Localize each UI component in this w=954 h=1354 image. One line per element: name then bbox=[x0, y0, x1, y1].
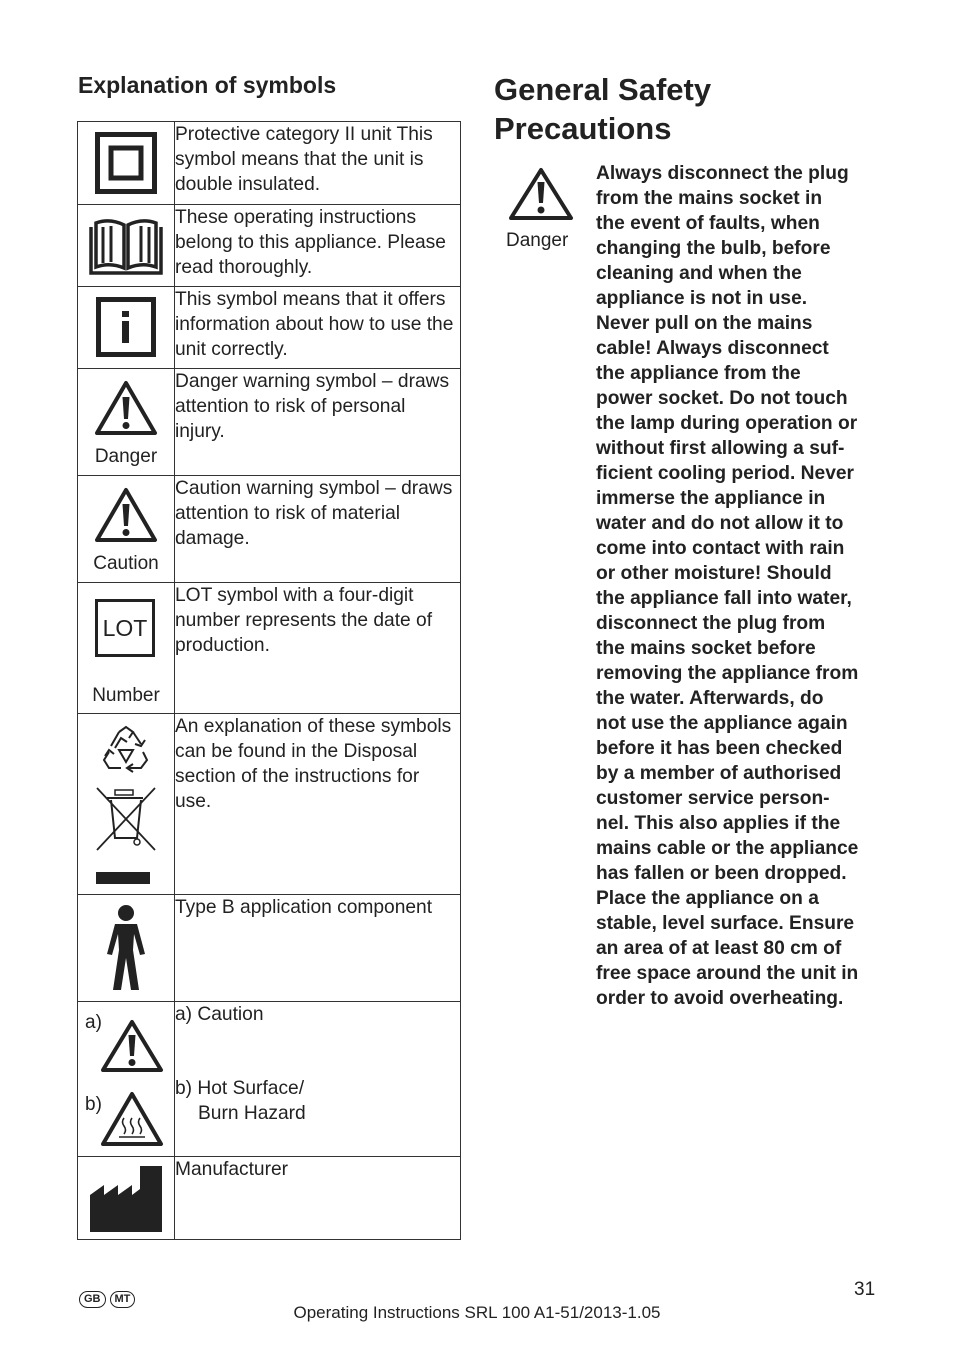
safety-danger-symbol bbox=[505, 166, 577, 227]
safety-line: or other moisture! Should bbox=[596, 563, 832, 584]
safety-line: the mains socket before bbox=[596, 638, 816, 659]
caution-label: Caution bbox=[93, 553, 159, 574]
country-badge-mt: MT bbox=[110, 1291, 136, 1308]
manufacturer-icon bbox=[89, 1165, 163, 1233]
table-row bbox=[78, 205, 461, 287]
safety-line: from the mains socket in bbox=[596, 188, 823, 209]
symbols-heading: Explanation of symbols bbox=[78, 72, 337, 98]
safety-danger-label: Danger bbox=[506, 230, 569, 251]
symbol-description: An explanation of these symbols can be found in the Disposal section of the instructions for use. bbox=[175, 714, 461, 895]
safety-text bbox=[596, 161, 886, 1011]
table-row bbox=[78, 369, 461, 476]
safety-line: water and do not allow it to bbox=[596, 513, 844, 534]
table-row bbox=[78, 583, 461, 714]
icon-cell bbox=[78, 1157, 175, 1240]
safety-line: disconnect the plug from bbox=[596, 613, 826, 634]
number-label: Number bbox=[92, 685, 160, 706]
table-row bbox=[78, 895, 461, 1002]
icon-cell bbox=[78, 714, 175, 895]
table-row bbox=[78, 1002, 461, 1157]
lot-icon bbox=[95, 599, 155, 657]
caution-warning-icon bbox=[93, 486, 159, 544]
table-row bbox=[78, 476, 461, 583]
safety-line: not use the appliance again bbox=[596, 713, 848, 734]
symbol-description: Protective category II unit This symbol means that the unit is double insulated. bbox=[175, 122, 461, 205]
table-row bbox=[78, 1157, 461, 1240]
safety-line: order to avoid overheating. bbox=[596, 988, 844, 1009]
safety-line: changing the bulb, before bbox=[596, 238, 831, 259]
icon-cell bbox=[78, 895, 175, 1002]
safety-line: cable! Always disconnect bbox=[596, 338, 829, 359]
safety-line: the event of faults, when bbox=[596, 213, 820, 234]
icon-cell bbox=[78, 205, 175, 287]
lot-icon-text: LOT bbox=[102, 614, 148, 641]
safety-line: removing the appliance from bbox=[596, 663, 859, 684]
danger-label: Danger bbox=[94, 446, 158, 467]
hot-surface-icon bbox=[99, 1090, 165, 1148]
safety-line: customer service person- bbox=[596, 788, 830, 809]
safety-line: power socket. Do not touch bbox=[596, 388, 848, 409]
safety-line: the lamp during operation or bbox=[596, 413, 858, 434]
table-row bbox=[78, 714, 461, 895]
safety-line: free space around the unit in bbox=[596, 963, 859, 984]
safety-line: come into contact with rain bbox=[596, 538, 845, 559]
symbols-table bbox=[77, 121, 461, 1240]
country-badge-gb: GB bbox=[79, 1291, 106, 1308]
crossed-bin-icon bbox=[93, 784, 159, 854]
instructions-book-icon bbox=[88, 217, 164, 277]
symbol-description: This symbol means that it offers information about how to use the unit correctly. bbox=[175, 287, 461, 369]
label-b: b) bbox=[85, 1094, 102, 1115]
safety-line: ficient cooling period. Never bbox=[596, 463, 855, 484]
table-row bbox=[78, 287, 461, 369]
hot-surface-text: b) Hot Surface/ bbox=[175, 1078, 305, 1099]
safety-line: immerse the appliance in bbox=[596, 488, 826, 509]
danger-warning-icon bbox=[507, 166, 575, 222]
symbol-description: Caution warning symbol – draws attention to risk of material damage. bbox=[175, 476, 461, 583]
caution-text: a) Caution bbox=[175, 1004, 264, 1025]
icon-cell bbox=[78, 369, 175, 476]
symbol-description: Danger warning symbol – draws attention to risk of personal injury. bbox=[175, 369, 461, 476]
safety-line: has fallen or been dropped. bbox=[596, 863, 847, 884]
icon-cell bbox=[78, 1002, 175, 1157]
icon-cell bbox=[78, 583, 175, 714]
safety-line: before it has been checked bbox=[596, 738, 843, 759]
safety-line: cleaning and when the bbox=[596, 263, 802, 284]
table-row bbox=[78, 122, 461, 205]
symbol-description: LOT symbol with a four-digit number represents the date of production. bbox=[175, 583, 461, 714]
safety-line: Always disconnect the plug bbox=[596, 163, 849, 184]
danger-warning-icon bbox=[93, 379, 159, 437]
type-b-applied-part-icon bbox=[101, 904, 151, 992]
safety-line: the appliance from the bbox=[596, 363, 801, 384]
safety-line: the water. Afterwards, do bbox=[596, 688, 824, 709]
safety-line: an area of at least 80 cm of bbox=[596, 938, 842, 959]
icon-cell bbox=[78, 287, 175, 369]
protection-class-ii-icon bbox=[95, 132, 157, 194]
safety-line: without first allowing a suf- bbox=[596, 438, 845, 459]
safety-heading-line2: Precautions bbox=[494, 111, 672, 146]
symbol-description: Manufacturer bbox=[175, 1157, 461, 1240]
solid-bar-icon bbox=[96, 872, 150, 884]
safety-heading bbox=[494, 70, 894, 148]
label-a: a) bbox=[85, 1012, 102, 1033]
symbol-description bbox=[175, 1002, 461, 1157]
recycling-icon bbox=[99, 724, 153, 774]
page-number: 31 bbox=[854, 1279, 876, 1300]
safety-line: by a member of authorised bbox=[596, 763, 842, 784]
footer-text: Operating Instructions SRL 100 A1-51/2013-1.05 bbox=[293, 1303, 661, 1322]
safety-line: appliance is not in use. bbox=[596, 288, 808, 309]
safety-heading-line1: General Safety bbox=[494, 72, 712, 107]
safety-line: Never pull on the mains bbox=[596, 313, 813, 334]
safety-line: Place the appliance on a bbox=[596, 888, 819, 909]
burn-hazard-text: Burn Hazard bbox=[198, 1103, 306, 1124]
symbol-description: These operating instructions belong to this appliance. Please read thoroughly. bbox=[175, 205, 461, 287]
safety-line: mains cable or the appliance bbox=[596, 838, 859, 859]
icon-cell bbox=[78, 476, 175, 583]
symbol-description: Type B application component bbox=[175, 895, 461, 1002]
safety-line: stable, level surface. Ensure bbox=[596, 913, 855, 934]
caution-icon-a bbox=[99, 1018, 165, 1074]
info-icon bbox=[96, 297, 156, 357]
icon-cell bbox=[78, 122, 175, 205]
safety-line: the appliance fall into water, bbox=[596, 588, 852, 609]
safety-line: nel. This also applies if the bbox=[596, 813, 841, 834]
